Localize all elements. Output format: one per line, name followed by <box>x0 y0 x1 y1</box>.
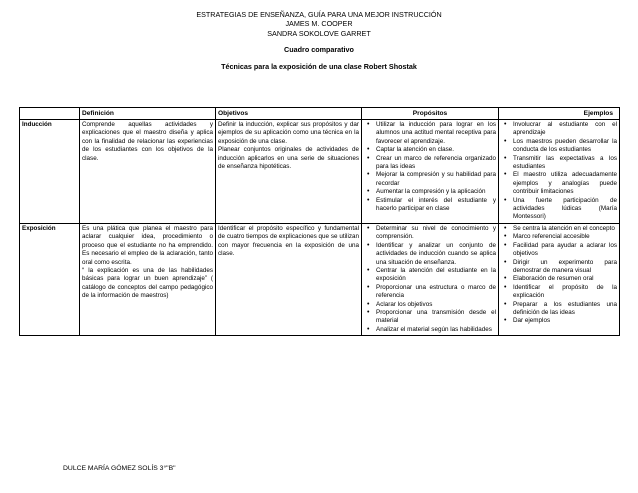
table-header-row <box>20 108 620 120</box>
list-item: • Analizar el material según las habilidades <box>376 326 496 334</box>
list-item: • Una fuerte participación de actividades lúdicas (María Montessori) <box>513 197 617 222</box>
exposicion-definicion-2: “ la explicación es una de las habilidades básicas para lograr un buen aprendizaje” ( catálogo de conceptos del campo pedagógico de la información de maestros) <box>82 266 213 300</box>
induccion-objetivo-2: Planear conjuntos originales de actividades de inducción aplicarlos en una serie de situaciones de enseñanza hipotéticas. <box>218 146 359 171</box>
table-header-ejemplos: Ejemplos <box>499 108 620 120</box>
induccion-objetivos <box>216 120 362 224</box>
row-label-exposicion: Exposición <box>20 223 80 335</box>
comparative-table <box>19 107 620 336</box>
list-item: • Utilizar la inducción para lograr en los alumnos una actitud mental receptiva para favorecer el aprendizaje. <box>376 121 496 146</box>
list-item: • Identificar y analizar un conjunto de actividades de inducción cuando se aplica una situación de enseñanza. <box>376 242 496 267</box>
list-item: • Estimular el interés del estudiante y hacerlo participar en clase <box>376 197 496 214</box>
header-topic: Técnicas para la exposición de una clase Robert Shostak <box>221 61 417 71</box>
exposicion-objetivos <box>216 223 362 335</box>
table-row <box>20 223 620 335</box>
table-header-definicion: Definición <box>80 108 216 120</box>
induccion-objetivo-1: Definir la inducción, explicar sus propósitos y dar ejemplos de su aplicación como una técnica en la exposición de una clase. <box>218 121 359 145</box>
list-item: • Dar ejemplos <box>513 317 617 325</box>
exposicion-ejemplos <box>499 223 620 335</box>
header-author-1: JAMES M. COOPER <box>285 19 353 29</box>
list-item: • Los maestros pueden desarrollar la conducta de los estudiantes <box>513 138 617 155</box>
list-item: • Facilidad para ayudar a aclarar los objetivos <box>513 242 617 259</box>
induccion-propositos <box>362 120 499 224</box>
list-item: • Se centra la atención en el concepto <box>513 225 617 233</box>
document-header <box>0 10 638 71</box>
table-row <box>20 120 620 224</box>
header-title: ESTRATEGIAS DE ENSEÑANZA, GUÍA PARA UNA MEJOR INSTRUCCIÓN <box>196 10 442 19</box>
list-item: • El maestro utiliza adecuadamente ejemplos y analogías puede contribuir limitaciones <box>513 171 617 196</box>
list-item: • Captar la atención en clase. <box>376 146 496 154</box>
exposicion-definicion-1: Es una plática que planea el maestro para aclarar cualquier idea, procedimiento o proceso que el estudiante no ha emprendido. Es necesario el empleo de la aclaración, tanto oral como escrita. <box>82 224 213 266</box>
list-item: • Crear un marco de referencia organizado para las ideas <box>376 155 496 172</box>
list-item: • Marco referencial accesible <box>513 233 617 241</box>
induccion-definicion: Comprende aquellas actividades y explicaciones que el maestro diseña y aplica con la finalidad de relacionar las experiencias de los estudiantes con los objetivos de la clase. <box>80 120 216 224</box>
list-item: • Involucrar al estudiante con el aprendizaje <box>513 121 617 138</box>
list-item: • Proporcionar una estructura o marco de referencia <box>376 284 496 301</box>
footer-author: DULCE MARÍA GÓMEZ SOLÍS 3°"B" <box>63 465 176 472</box>
exposicion-propositos <box>362 223 499 335</box>
list-item: • Proporcionar una transmisión desde el material <box>376 309 496 326</box>
list-item: • Centrar la atención del estudiante en la exposición <box>376 267 496 284</box>
list-item: • Elaboración de resumen oral <box>513 275 617 283</box>
header-subtitle: Cuadro comparativo <box>284 45 354 55</box>
list-item: • Mejorar la compresión y su habilidad para recordar <box>376 171 496 188</box>
row-label-induccion: Inducción <box>20 120 80 224</box>
exposicion-definicion <box>80 223 216 335</box>
list-item: • Identificar el propósito de la explicación <box>513 284 617 301</box>
table-header-objetivos: Objetivos <box>216 108 362 120</box>
list-item: • Determinar su nivel de conocimiento y comprensión. <box>376 225 496 242</box>
list-item: • Preparar a los estudiantes una definición de las ideas <box>513 301 617 318</box>
list-item: • Aclarar los objetivos <box>376 301 496 309</box>
induccion-ejemplos <box>499 120 620 224</box>
list-item: • Dirigir un experimento para demostrar de manera visual <box>513 259 617 276</box>
list-item: • Aumentar la compresión y la aplicación <box>376 188 496 196</box>
table-header-propositos: Propósitos <box>362 108 499 120</box>
header-author-2: SANDRA SOKOLOVE GARRET <box>267 28 371 38</box>
exposicion-objetivo-1: Identificar el propósito específico y fundamental de cuatro tiempos de explicaciones que se utilizan con mayor frecuencia en la exposición de una clase. <box>218 224 359 258</box>
table-header-empty <box>20 108 80 120</box>
list-item: • Transmitir las expectativas a los estudiantes <box>513 155 617 172</box>
